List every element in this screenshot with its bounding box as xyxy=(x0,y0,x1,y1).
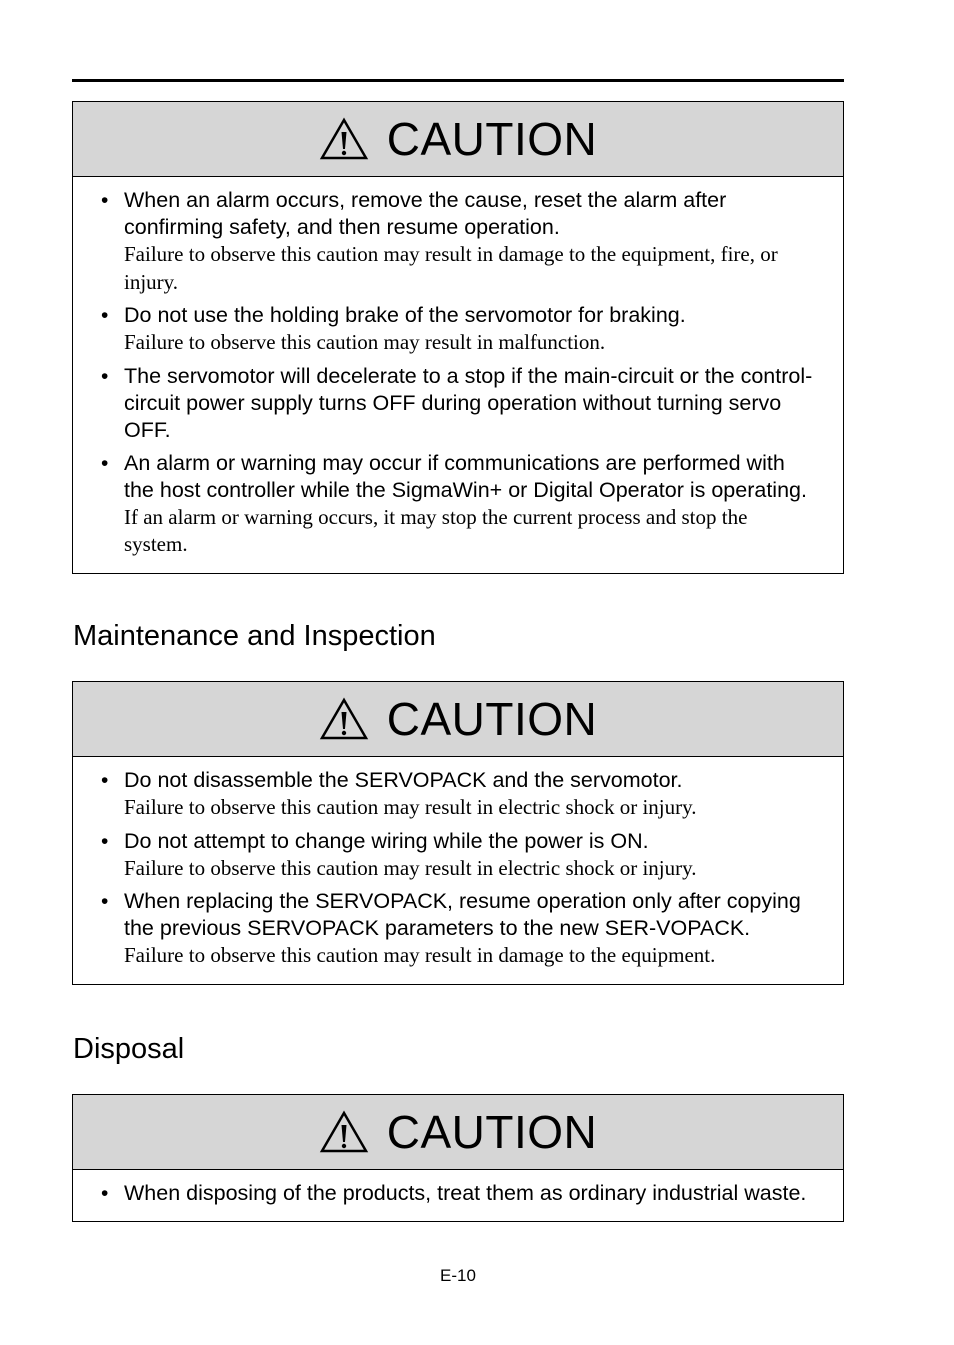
caution-item-text: Do not attempt to change wiring while the power is ON. xyxy=(124,828,649,853)
caution-title: CAUTION xyxy=(386,1106,598,1158)
page-number: E-10 xyxy=(440,1266,476,1285)
caution-body xyxy=(73,1170,843,1221)
caution-header xyxy=(73,1095,843,1170)
bullet: • xyxy=(101,769,109,792)
section-heading-maintenance: Maintenance and Inspection xyxy=(73,620,436,652)
caution-body xyxy=(73,757,843,984)
bullet: • xyxy=(101,304,109,327)
bullet: • xyxy=(101,890,109,913)
caution-item-text: Do not disassemble the SERVOPACK and the servomotor. xyxy=(124,768,683,792)
caution-item-note: Failure to observe this caution may result in damage to the equipment. xyxy=(124,943,716,967)
caution-item xyxy=(101,187,813,296)
bullet: • xyxy=(101,451,109,475)
warning-triangle-icon xyxy=(319,117,369,161)
caution-item-note: Failure to observe this caution may result in malfunction. xyxy=(124,330,606,354)
caution-item-note: Failure to observe this caution may result in electric shock or injury. xyxy=(124,855,697,880)
caution-box-maintenance xyxy=(72,681,844,985)
bullet: • xyxy=(101,189,109,212)
caution-item-text: When disposing of the products, treat them as ordinary industrial waste. xyxy=(124,1181,807,1205)
caution-item xyxy=(101,450,813,559)
caution-item-note: If an alarm or warning occurs, it may stop the current process and stop the system. xyxy=(124,504,748,556)
caution-item xyxy=(101,1180,813,1207)
caution-item xyxy=(101,828,813,883)
caution-item xyxy=(101,767,813,822)
caution-box-operation xyxy=(72,101,844,574)
caution-item-note: Failure to observe this caution may result in electric shock or injury. xyxy=(124,795,697,819)
bullet: • xyxy=(101,829,109,853)
warning-triangle-icon xyxy=(319,697,369,741)
caution-item xyxy=(101,888,813,970)
caution-item-text: An alarm or warning may occur if communications are performed with the host controller while the SigmaWin+ or Digital Operator is operating. xyxy=(124,450,807,502)
warning-triangle-icon xyxy=(319,1110,369,1154)
caution-header xyxy=(73,102,843,177)
caution-title: CAUTION xyxy=(386,113,598,165)
bullet: • xyxy=(101,1182,109,1205)
caution-item-text: Do not use the holding brake of the servomotor for braking. xyxy=(124,303,686,327)
caution-item-note: Failure to observe this caution may result in damage to the equipment, fire, or injury. xyxy=(124,242,778,294)
caution-item xyxy=(101,363,813,444)
section-heading-disposal: Disposal xyxy=(73,1033,185,1065)
caution-item-text: The servomotor will decelerate to a stop if the main-circuit or the control-circuit power supply turns OFF during operation without turning servo OFF. xyxy=(124,363,813,442)
caution-item-text: When an alarm occurs, remove the cause, reset the alarm after confirming safety, and then resume operation. xyxy=(124,188,727,239)
caution-header xyxy=(73,682,843,757)
top-rule xyxy=(72,79,844,82)
caution-title: CAUTION xyxy=(386,693,598,745)
bullet: • xyxy=(101,364,109,388)
caution-body xyxy=(73,177,843,573)
caution-item-text: When replacing the SERVOPACK, resume operation only after copying the previous SERVOPACK parameters to the new SER-VOPACK. xyxy=(124,889,801,940)
caution-box-disposal xyxy=(72,1094,844,1222)
caution-item xyxy=(101,302,813,357)
